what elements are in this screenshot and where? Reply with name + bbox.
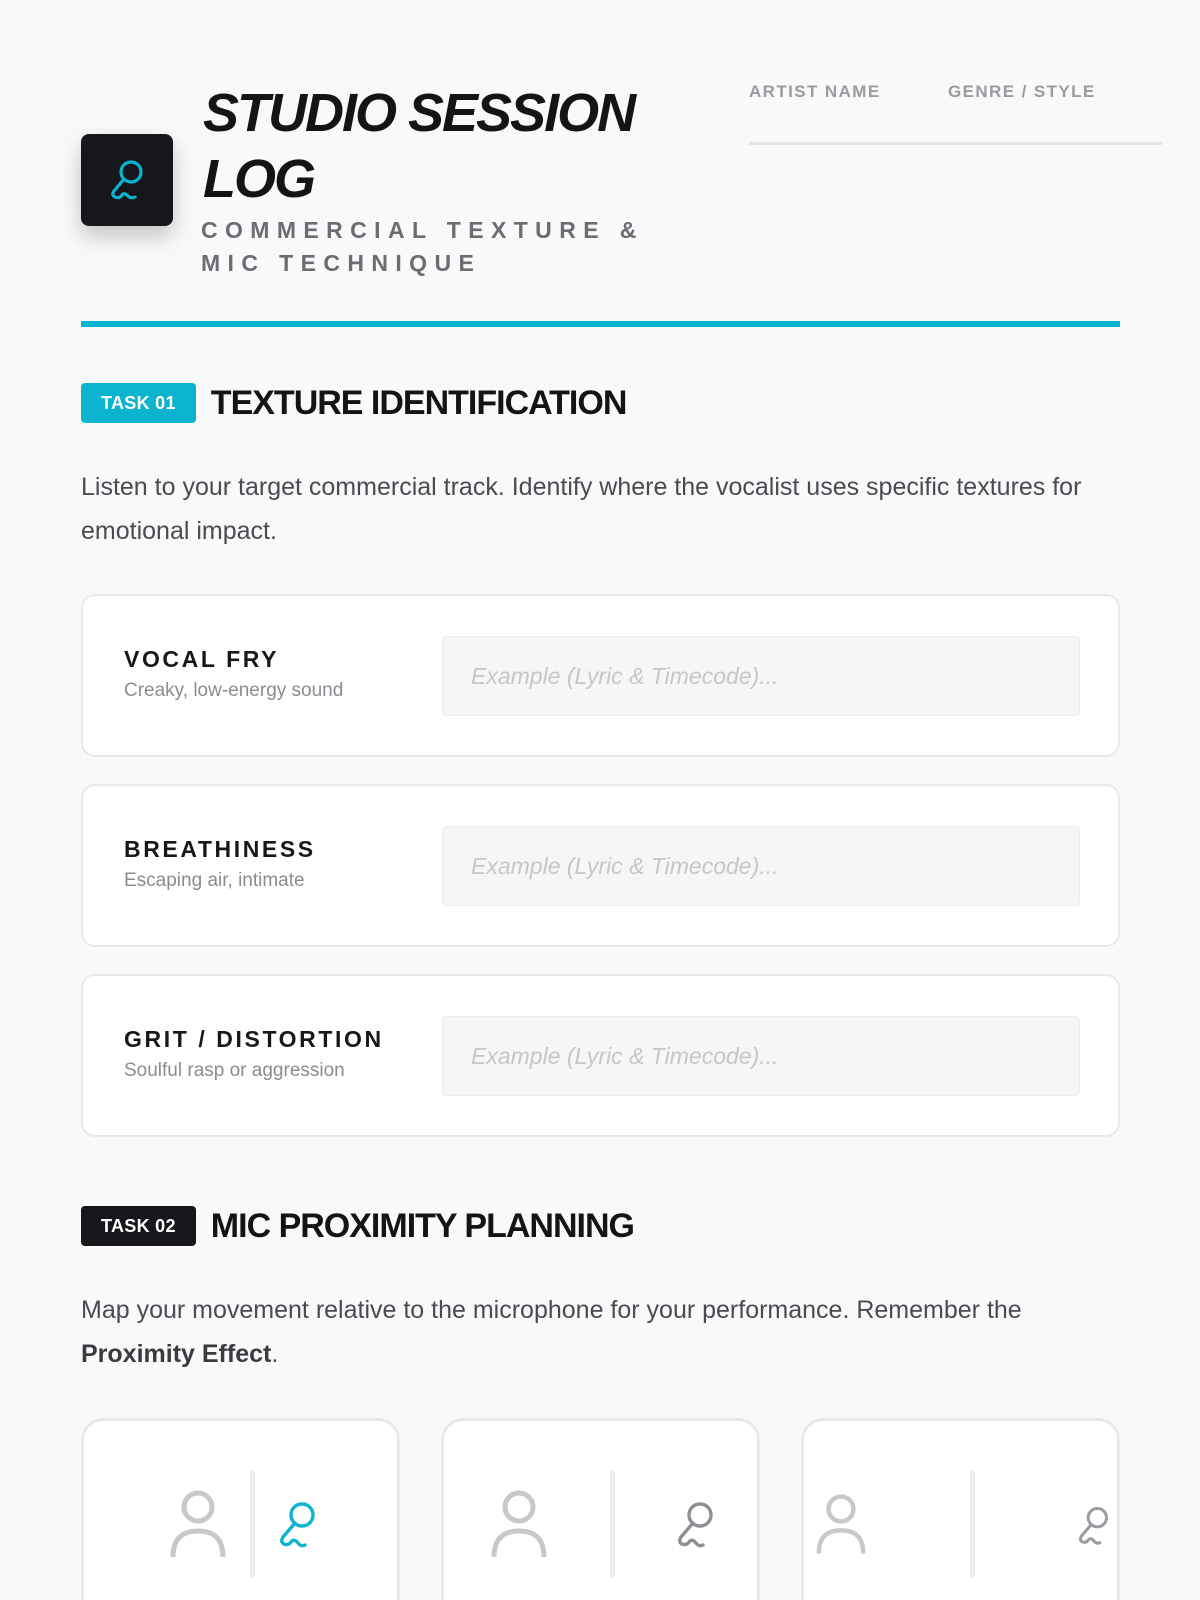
proximity-card-close[interactable] xyxy=(81,1418,400,1600)
proximity-divider xyxy=(970,1471,975,1577)
genre-style-label: GENRE / STYLE xyxy=(948,82,1096,101)
texture-label: BREATHINESS xyxy=(124,836,316,862)
page-title: STUDIO SESSION LOG xyxy=(203,83,635,209)
microphone-icon xyxy=(672,1499,720,1551)
proximity-card-far[interactable] xyxy=(801,1418,1120,1600)
task-02-header xyxy=(81,1206,634,1246)
proximity-divider xyxy=(250,1471,255,1577)
logo xyxy=(81,134,173,226)
microphone-icon xyxy=(1074,1503,1114,1549)
header-divider xyxy=(81,321,1120,327)
texture-example-input[interactable] xyxy=(442,1016,1080,1096)
texture-description: Soulful rasp or aggression xyxy=(124,1060,345,1081)
texture-row-vocal-fry xyxy=(81,594,1120,757)
proximity-divider xyxy=(610,1471,615,1577)
person-icon xyxy=(168,1489,228,1561)
session-meta-fields[interactable] xyxy=(749,82,1162,145)
texture-row-grit xyxy=(81,974,1120,1137)
texture-example-input[interactable] xyxy=(442,636,1080,716)
task-02-intro xyxy=(81,1288,1120,1376)
task-01-badge: TASK 01 xyxy=(81,383,196,423)
task-01-intro: Listen to your target commercial track. Identify where the vocalist uses specific textures for emotional impact. xyxy=(81,473,1082,545)
task-02-badge: TASK 02 xyxy=(81,1206,196,1246)
proximity-effect-term: Proximity Effect xyxy=(81,1340,272,1368)
proximity-card-medium[interactable] xyxy=(441,1418,760,1600)
microphone-icon xyxy=(274,1499,322,1551)
texture-label: GRIT / DISTORTION xyxy=(124,1026,384,1052)
person-icon xyxy=(814,1493,868,1557)
task-01-title: TEXTURE IDENTIFICATION xyxy=(210,383,627,422)
person-icon xyxy=(489,1489,549,1561)
microphone-icon xyxy=(102,155,152,205)
intro-text-end: . xyxy=(271,1340,279,1368)
artist-name-label: ARTIST NAME xyxy=(749,82,881,101)
texture-label: VOCAL FRY xyxy=(124,646,280,672)
texture-row-breathiness xyxy=(81,784,1120,947)
intro-text: Map your movement relative to the microphone for your performance. Remember the xyxy=(81,1296,1022,1324)
task-01-header xyxy=(81,383,626,423)
task-02-title: MIC PROXIMITY PLANNING xyxy=(210,1206,634,1245)
texture-description: Escaping air, intimate xyxy=(124,870,305,891)
texture-example-input[interactable] xyxy=(442,826,1080,906)
page-subtitle: COMMERCIAL TEXTURE & MIC TECHNIQUE xyxy=(201,217,644,276)
texture-description: Creaky, low-energy sound xyxy=(124,680,344,701)
